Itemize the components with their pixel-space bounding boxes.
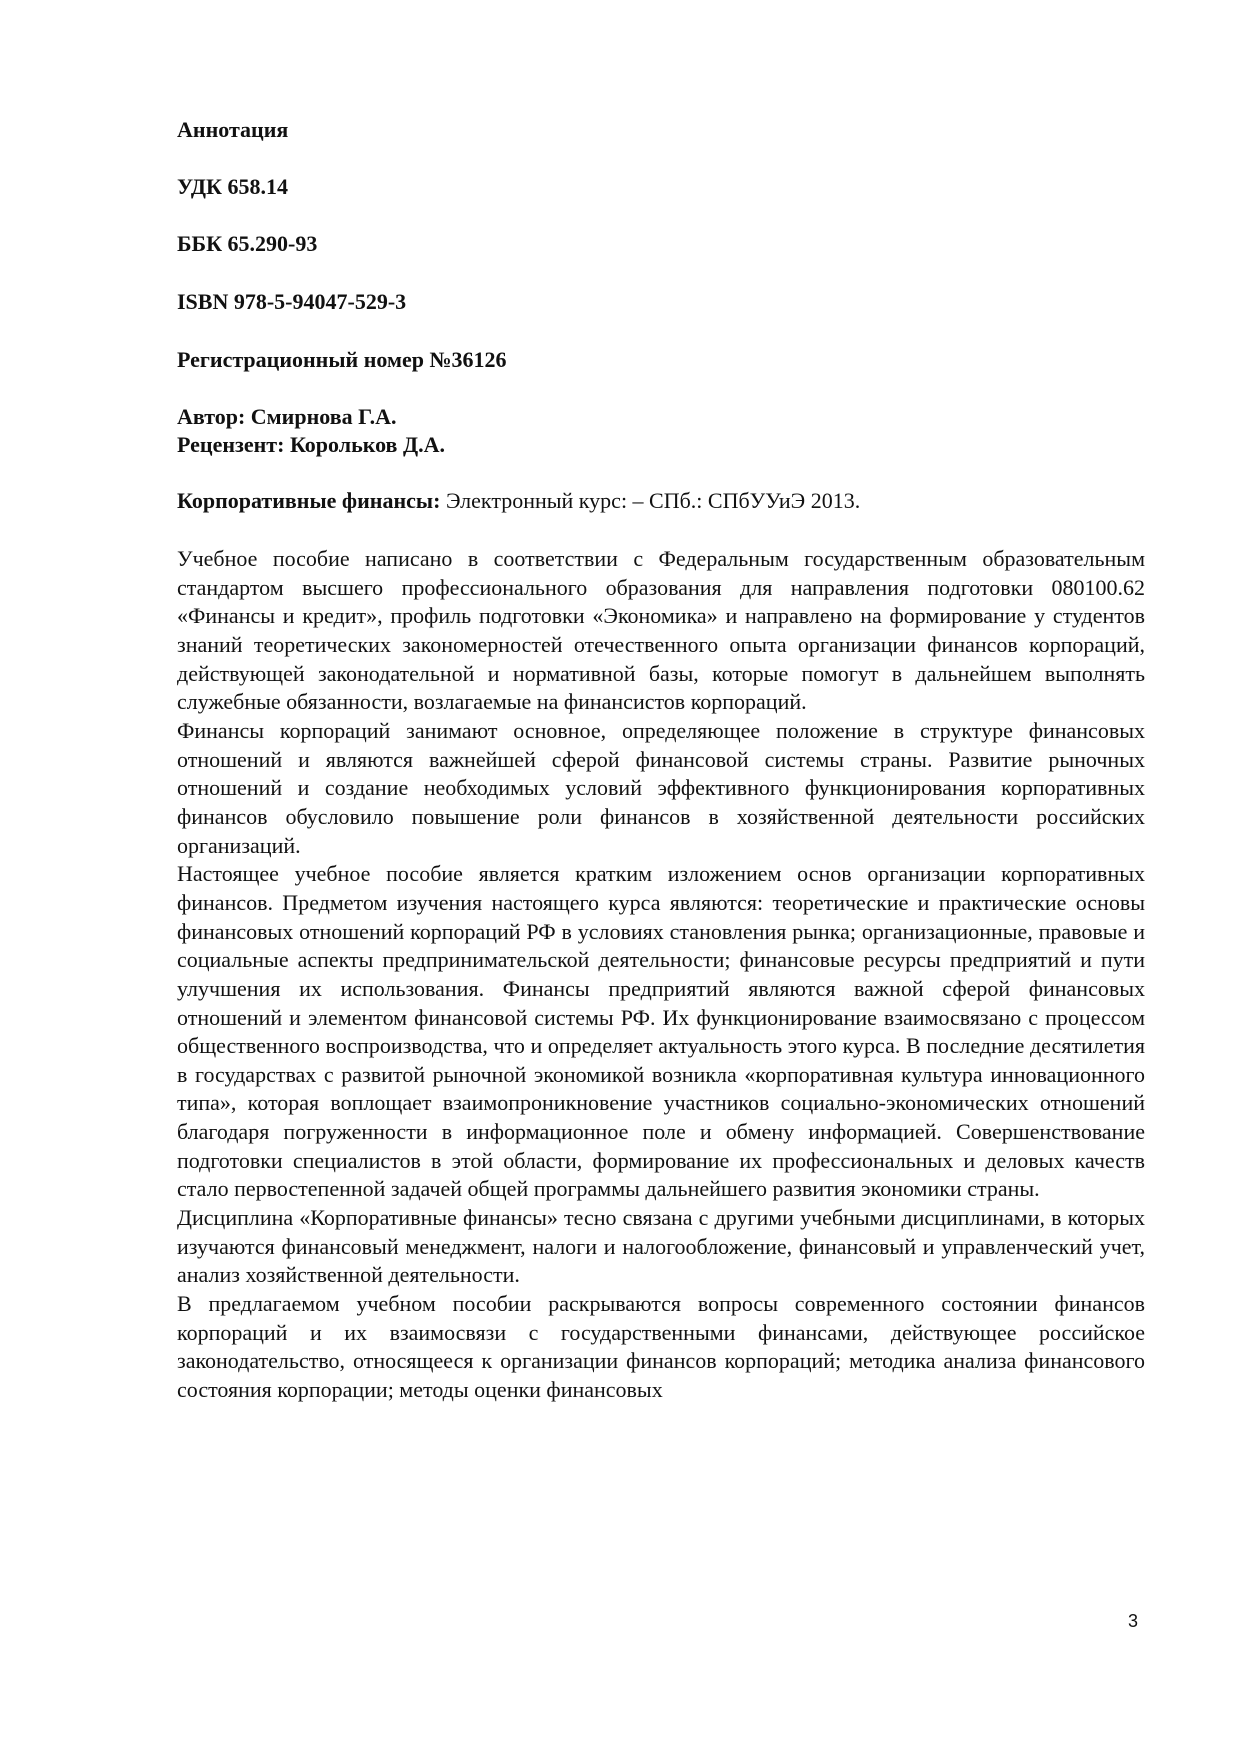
bbk-line: ББК 65.290-93 bbox=[177, 231, 318, 256]
course-title: Корпоративные финансы: bbox=[177, 488, 441, 513]
bibliographic-citation bbox=[177, 487, 860, 515]
course-details: Электронный курс: – СПб.: СПбУУиЭ 2013. bbox=[440, 488, 861, 513]
reviewer-line: Рецензент: Корольков Д.А. bbox=[177, 432, 445, 457]
paragraph-contents: В предлагаемом учебном пособии раскрываются вопросы современного состоянии финансов корпораций и их взаимосвязи с государственными финансами, действующее российское законодательство, относящееся к организации финансов корпораций; методика анализа финансового состояния корпорации; методы оценки финансовых bbox=[177, 1291, 1145, 1403]
author-line: Автор: Смирнова Г.А. bbox=[177, 404, 397, 429]
paragraph-related-disciplines: Дисциплина «Корпоративные финансы» тесно связана с другими учебными дисциплинами, в которых изучаются финансовый менеджмент, налоги и налогообложение, финансовый и управленческий учет, анализ хозяйственной деятельности. bbox=[177, 1205, 1145, 1288]
registration-number-line: Регистрационный номер №36126 bbox=[177, 347, 507, 372]
annotation-heading: Аннотация bbox=[177, 117, 289, 142]
paragraph-course-subject: Настоящее учебное пособие является кратким изложением основ организации корпоративных финансов. Предметом изучения настоящего курса являются: теоретические и практические основы финансовых отношений корпораций РФ в условиях становления рынка; организационные, правовые и социальные аспекты предпринимательской деятельности; финансовые ресурсы предприятий и пути улучшения их использования. Финансы предприятий являются важной сферой финансовых отношений и элементом финансовой системы РФ. Их функционирование взаимосвязано с процессом общественного воспроизводства, что и определяет актуальность этого курса. В последние десятилетия в государствах с развитой рыночной экономикой возникла «корпоративная культура инновационного типа», которая воплощает взаимопроникновение участников социально-экономических отношений благодаря погруженности в информационное поле и обмену информацией. Совершенствование подготовки специалистов в этой области, формирование их профессиональных и деловых качеств стало первостепенной задачей общей программы дальнейшего развития экономики страны. bbox=[177, 861, 1145, 1202]
paragraph-role-of-finance: Финансы корпораций занимают основное, определяющее положение в структуре финансовых отношений и являются важнейшей сферой финансовой системы страны. Развитие рыночных отношений и создание необходимых условий эффективного функционирования корпоративных финансов обусловило повышение роли финансов в хозяйственной деятельности российских организаций. bbox=[177, 717, 1145, 858]
body-text bbox=[177, 545, 1145, 1405]
udk-line: УДК 658.14 bbox=[177, 174, 289, 199]
paragraph-standard: Учебное пособие написано в соответствии с Федеральным государственным образовательным стандартом высшего профессионального образования для направления подготовки 080100.62 «Финансы и кредит», профиль подготовки «Экономика» и направлено на формирование у студентов знаний теоретических закономерностей отечественного опыта организации финансов корпораций, действующей законодательной и нормативной базы, которые помогут в дальнейшем выполнять служебные обязанности, возлагаемые на финансистов корпораций. bbox=[177, 546, 1145, 715]
isbn-line: ISBN 978-5-94047-529-3 bbox=[177, 289, 407, 314]
page-number: 3 bbox=[1128, 1611, 1139, 1631]
